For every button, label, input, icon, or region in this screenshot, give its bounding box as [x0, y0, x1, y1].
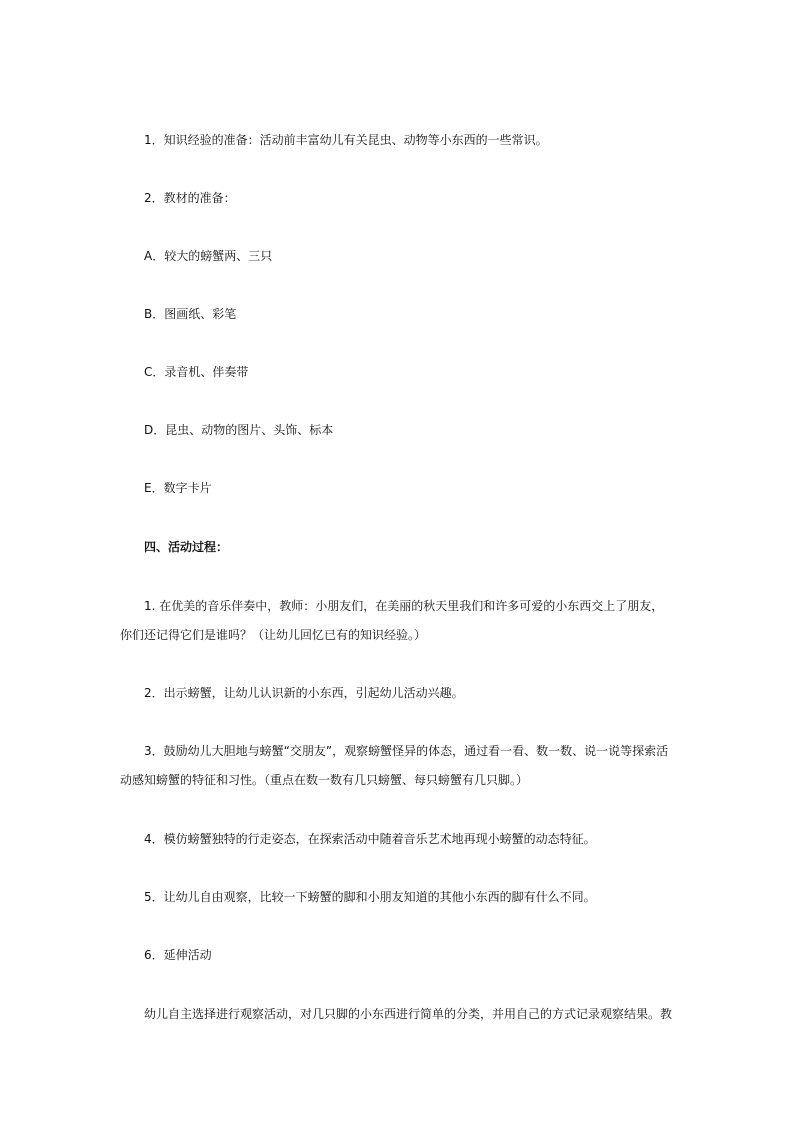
list-item-material-e: E．数字卡片	[144, 481, 212, 495]
list-item-material-d: D．昆虫、动物的图片、头饰、标本	[144, 423, 334, 437]
section-heading-activity-process: 四、活动过程：	[144, 540, 229, 554]
paragraph-materials-prep: 2．教材的准备：	[144, 191, 236, 205]
paragraph-step-4: 4．模仿螃蟹独特的行走姿态，在探索活动中随着音乐艺术地再现小螃蟹的动态特征。	[144, 832, 596, 846]
paragraph-extension-activity: 幼儿自主选择进行观察活动，对几只脚的小东西进行简单的分类，并用自己的方式记录观察结果。教	[144, 1007, 673, 1021]
paragraph-step-1: 1. 在优美的音乐伴奏中，教师：小朋友们，在美丽的秋天里我们和许多可爱的小东西交上了朋友，你们还记得它们是谁吗？（让幼儿回忆已有的知识经验。）	[120, 599, 664, 642]
paragraph-knowledge-prep: 1．知识经验的准备：活动前丰富幼儿有关昆虫、动物等小东西的一些常识。	[144, 133, 548, 147]
paragraph-step-3: 3．鼓励幼儿大胆地与螃蟹“交朋友”，观察螃蟹怪异的体态，通过看一看、数一数、说一说等探索活动感知螃蟹的特征和习性。（重点在数一数有几只螃蟹、每只螃蟹有几只脚。）	[120, 744, 669, 787]
list-item-material-b: B．图画纸、彩笔	[144, 307, 237, 321]
paragraph-step-2: 2．出示螃蟹，让幼儿认识新的小东西，引起幼儿活动兴趣。	[144, 686, 464, 700]
list-item-material-c: C．录音机、伴奏带	[144, 365, 249, 379]
paragraph-step-5: 5．让幼儿自由观察，比较一下螃蟹的脚和小朋友知道的其他小东西的脚有什么不同。	[144, 890, 596, 904]
paragraph-step-6: 6．延伸活动	[144, 948, 212, 962]
list-item-material-a: A．较大的螃蟹两、三只	[144, 249, 273, 263]
